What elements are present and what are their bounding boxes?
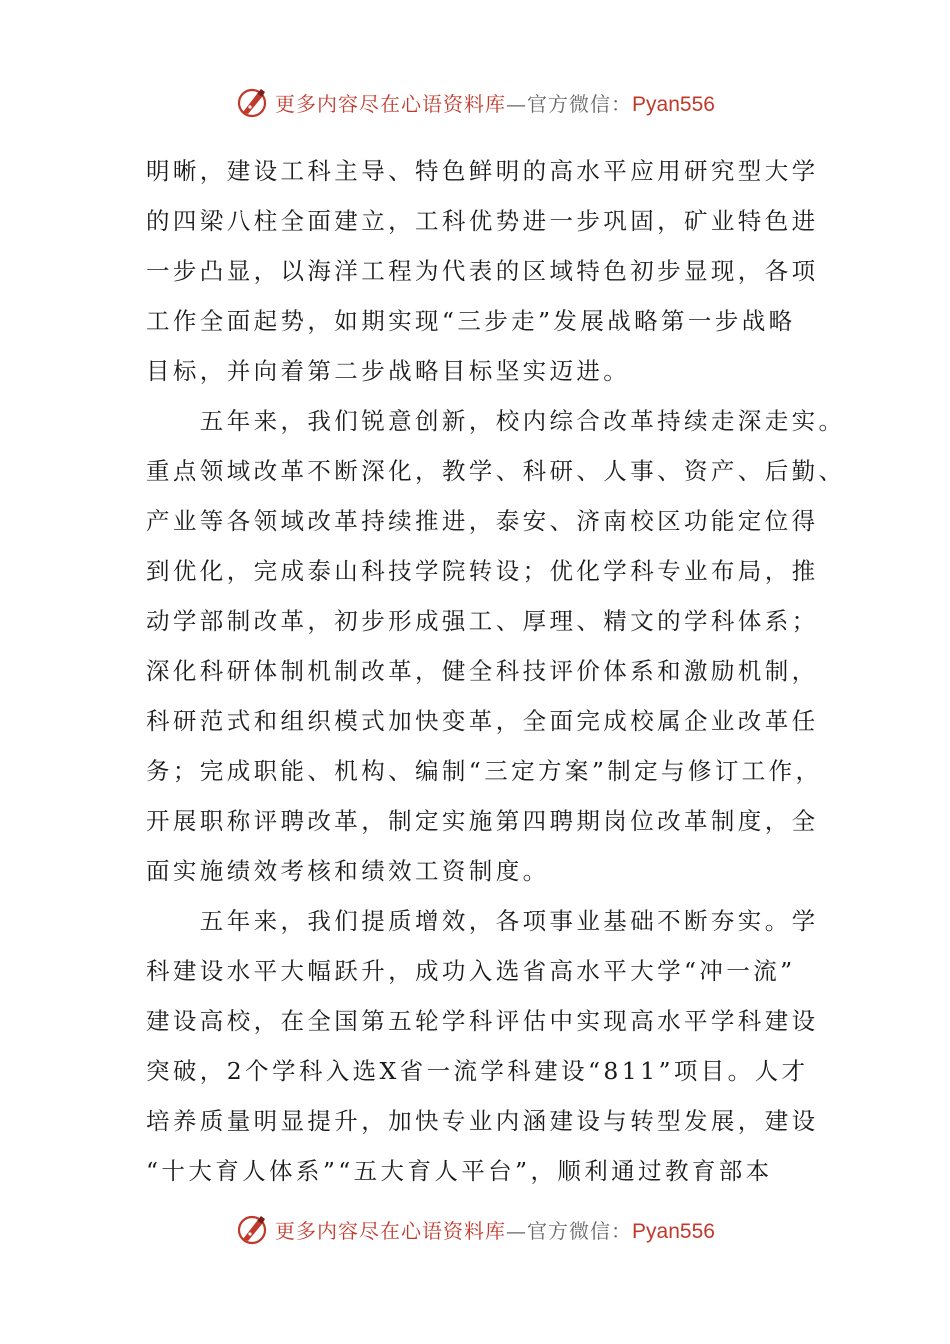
text-line: 务；完成职能、机构、编制“三定方案”制定与修订工作， bbox=[146, 757, 823, 785]
text-line: 一步凸显，以海洋工程为代表的区域特色初步显现，各项 bbox=[146, 257, 819, 285]
text-line: 科建设水平大幅跃升，成功入选省高水平大学“冲一流” bbox=[146, 957, 796, 985]
document-body bbox=[146, 146, 846, 1196]
banner-text bbox=[275, 1215, 715, 1244]
text-line: “十大育人体系”“五大育人平台”，顺利通过教育部本 bbox=[146, 1157, 773, 1185]
footer-banner bbox=[0, 1209, 950, 1249]
pen-nib-logo-icon bbox=[235, 85, 269, 119]
text-line: 突破，2个学科入选X省一流学科建设“811”项目。人才 bbox=[146, 1057, 809, 1085]
text-line: 建设高校，在全国第五轮学科评估中实现高水平学科建设 bbox=[146, 1007, 819, 1035]
banner-dash: — bbox=[506, 91, 528, 116]
text-line: 目标，并向着第二步战略目标坚实迈进。 bbox=[146, 357, 631, 385]
text-line: 重点领域改革不断深化，教学、科研、人事、资产、后勤、 bbox=[146, 457, 846, 485]
banner-wechat-id: Pyan556 bbox=[632, 92, 715, 116]
text-line: 工作全面起势，如期实现“三步走”发展战略第一步战略 bbox=[146, 307, 796, 335]
pen-nib-logo-icon bbox=[235, 1212, 269, 1246]
text-line: 五年来，我们锐意创新，校内综合改革持续走深走实。 bbox=[146, 407, 846, 435]
banner-prefix: 更多内容尽在心语资料库 bbox=[275, 1218, 507, 1243]
text-line: 动学部制改革，初步形成强工、厚理、精文的学科体系； bbox=[146, 607, 819, 635]
text-line: 的四梁八柱全面建立，工科优势进一步巩固，矿业特色进 bbox=[146, 207, 819, 235]
text-line: 到优化，完成泰山科技学院转设；优化学科专业布局，推 bbox=[146, 557, 819, 585]
text-line: 五年来，我们提质增效，各项事业基础不断夯实。学 bbox=[146, 907, 819, 935]
banner-official: 官方微信： bbox=[527, 1218, 633, 1243]
text-line: 产业等各领域改革持续推进，泰安、济南校区功能定位得 bbox=[146, 507, 819, 535]
text-line: 深化科研体制机制改革，健全科技评价体系和激励机制， bbox=[146, 657, 819, 685]
text-line: 科研范式和组织模式加快变革，全面完成校属企业改革任 bbox=[146, 707, 819, 735]
banner-prefix: 更多内容尽在心语资料库 bbox=[275, 91, 507, 116]
banner-wechat-id: Pyan556 bbox=[632, 1219, 715, 1243]
header-banner bbox=[0, 82, 950, 122]
banner-official: 官方微信： bbox=[527, 91, 633, 116]
text-line: 面实施绩效考核和绩效工资制度。 bbox=[146, 857, 550, 885]
text-line: 明晰，建设工科主导、特色鲜明的高水平应用研究型大学 bbox=[146, 157, 819, 185]
banner-text bbox=[275, 88, 715, 117]
banner-dash: — bbox=[506, 1218, 528, 1243]
text-line: 培养质量明显提升，加快专业内涵建设与转型发展，建设 bbox=[146, 1107, 819, 1135]
text-line: 开展职称评聘改革，制定实施第四聘期岗位改革制度，全 bbox=[146, 807, 819, 835]
